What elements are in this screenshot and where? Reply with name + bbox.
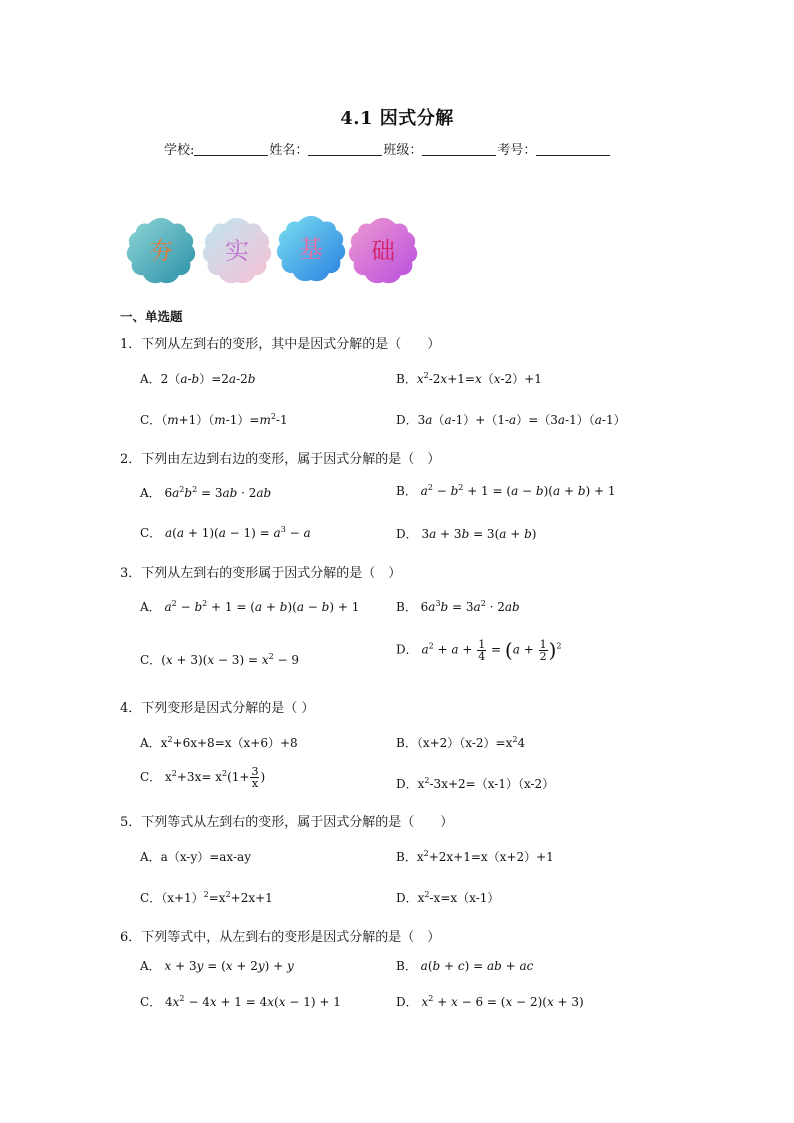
q5-option-d[interactable]: D．$x^2-x=x(x-1)$ [396, 890, 500, 905]
badge-char-3: 基 [299, 235, 323, 263]
school-label: 学校: [164, 143, 195, 158]
q1-option-c[interactable]: C．$(m+1)(m-1)=m^2-1$ [140, 412, 288, 427]
question-1: 1．下列从左到右的变形，其中是因式分解的是（ ） [120, 337, 441, 352]
number-blank[interactable] [536, 142, 610, 156]
q3-option-c[interactable]: C．$(x + 3)(x - 3) = x^2 - 9$ [140, 652, 300, 667]
question-4: 4．下列变形是因式分解的是（ ） [120, 701, 315, 716]
name-blank[interactable] [308, 142, 382, 156]
number-label: 考号： [497, 143, 537, 158]
q4-option-b[interactable]: B．$(x+2)(x-2)=x^24$ [396, 735, 526, 750]
q6-option-b[interactable]: B． a(b + c) = ab + ac [396, 959, 534, 973]
q2-option-c[interactable]: C． $a(a + 1)(a - 1) = a^3 - a$ [140, 525, 311, 540]
question-5: 5．下列等式从左到右的变形，属于因式分解的是（ ） [120, 815, 454, 830]
page-title: 4.1 因式分解 [340, 108, 454, 129]
q6-option-a[interactable]: A． x + 3y = (x + 2y) + y [140, 959, 294, 973]
question-2: 2．下列由左边到右边的变形，属于因式分解的是（ ） [120, 452, 441, 467]
q5-option-c[interactable]: C．$(x+1)^2=x^2+2x+1$ [140, 890, 273, 905]
question-3: 3．下列从左到右的变形属于因式分解的是（ ） [120, 566, 402, 581]
q3-option-d[interactable]: D． $a^2 + a$ + $\frac{1}{4}$ = (a + $\frac{1}{2}$ )$^2$ [396, 637, 562, 663]
section-banner [124, 212, 424, 290]
q5-option-b[interactable]: B．$x^2+2x+1=x(x+2)+1$ [396, 849, 554, 864]
class-blank[interactable] [422, 142, 496, 156]
q4-option-d[interactable]: D．$x^2-3x+2=(x-1)(x-2)$ [396, 776, 555, 791]
name-label: 姓名： [269, 143, 309, 158]
q5-option-a[interactable]: A．a（x-y）=ax-ay [140, 850, 251, 864]
q1-option-a[interactable]: A．2（a-b）=2a-2b [140, 372, 256, 386]
class-label: 班级： [383, 143, 423, 158]
badge-char-2: 实 [225, 237, 249, 265]
question-6: 6．下列等式中，从左到右的变形是因式分解的是（ ） [120, 930, 441, 945]
cloud-badge-4 [346, 214, 420, 288]
q1-option-b[interactable]: B．$x^2-2x+1=x(x-2)+1$ [396, 371, 542, 386]
cloud-badge-3 [274, 212, 348, 286]
q3-option-a[interactable]: A． $a^2 - b^2 + 1 = (a + b)(a - b) + 1$ [140, 599, 360, 614]
q2-option-d[interactable]: D． 3a + 3b = 3(a + b) [396, 527, 537, 541]
student-info [164, 139, 611, 158]
cloud-badge-1 [124, 214, 198, 288]
school-blank[interactable] [194, 142, 268, 156]
q2-option-a[interactable]: A． $6a^2b^2 = 3ab \cdot 2ab$ [140, 485, 272, 500]
q6-option-d[interactable]: D． $x^2 + x - 6 = (x - 2)(x + 3)$ [396, 994, 584, 1009]
badge-char-4: 础 [371, 237, 395, 265]
q3-option-b[interactable]: B． $6a^3b = 3a^2 \cdot 2ab$ [396, 599, 520, 614]
q4-option-a[interactable]: A．$x^2+6x+8=x(x+6)+8$ [140, 735, 298, 750]
q1-option-d[interactable]: D．3a（a-1）+（1-a）=（3a-1）（a-1） [396, 413, 626, 427]
badge-char-1: 夯 [149, 237, 173, 265]
q2-option-b[interactable]: B． $a^2 - b^2 + 1 = (a - b)(a + b) + 1$ [396, 483, 616, 498]
q6-option-c[interactable]: C． $4x^2 - 4x + 1 = 4x(x - 1) + 1$ [140, 994, 341, 1009]
cloud-badge-2 [200, 214, 274, 288]
q4-option-c[interactable]: C． $x^2+3x= x^2(1+$ $\frac{3}{x}$ ) [140, 765, 266, 790]
section-heading: 一、单选题 [120, 309, 183, 324]
